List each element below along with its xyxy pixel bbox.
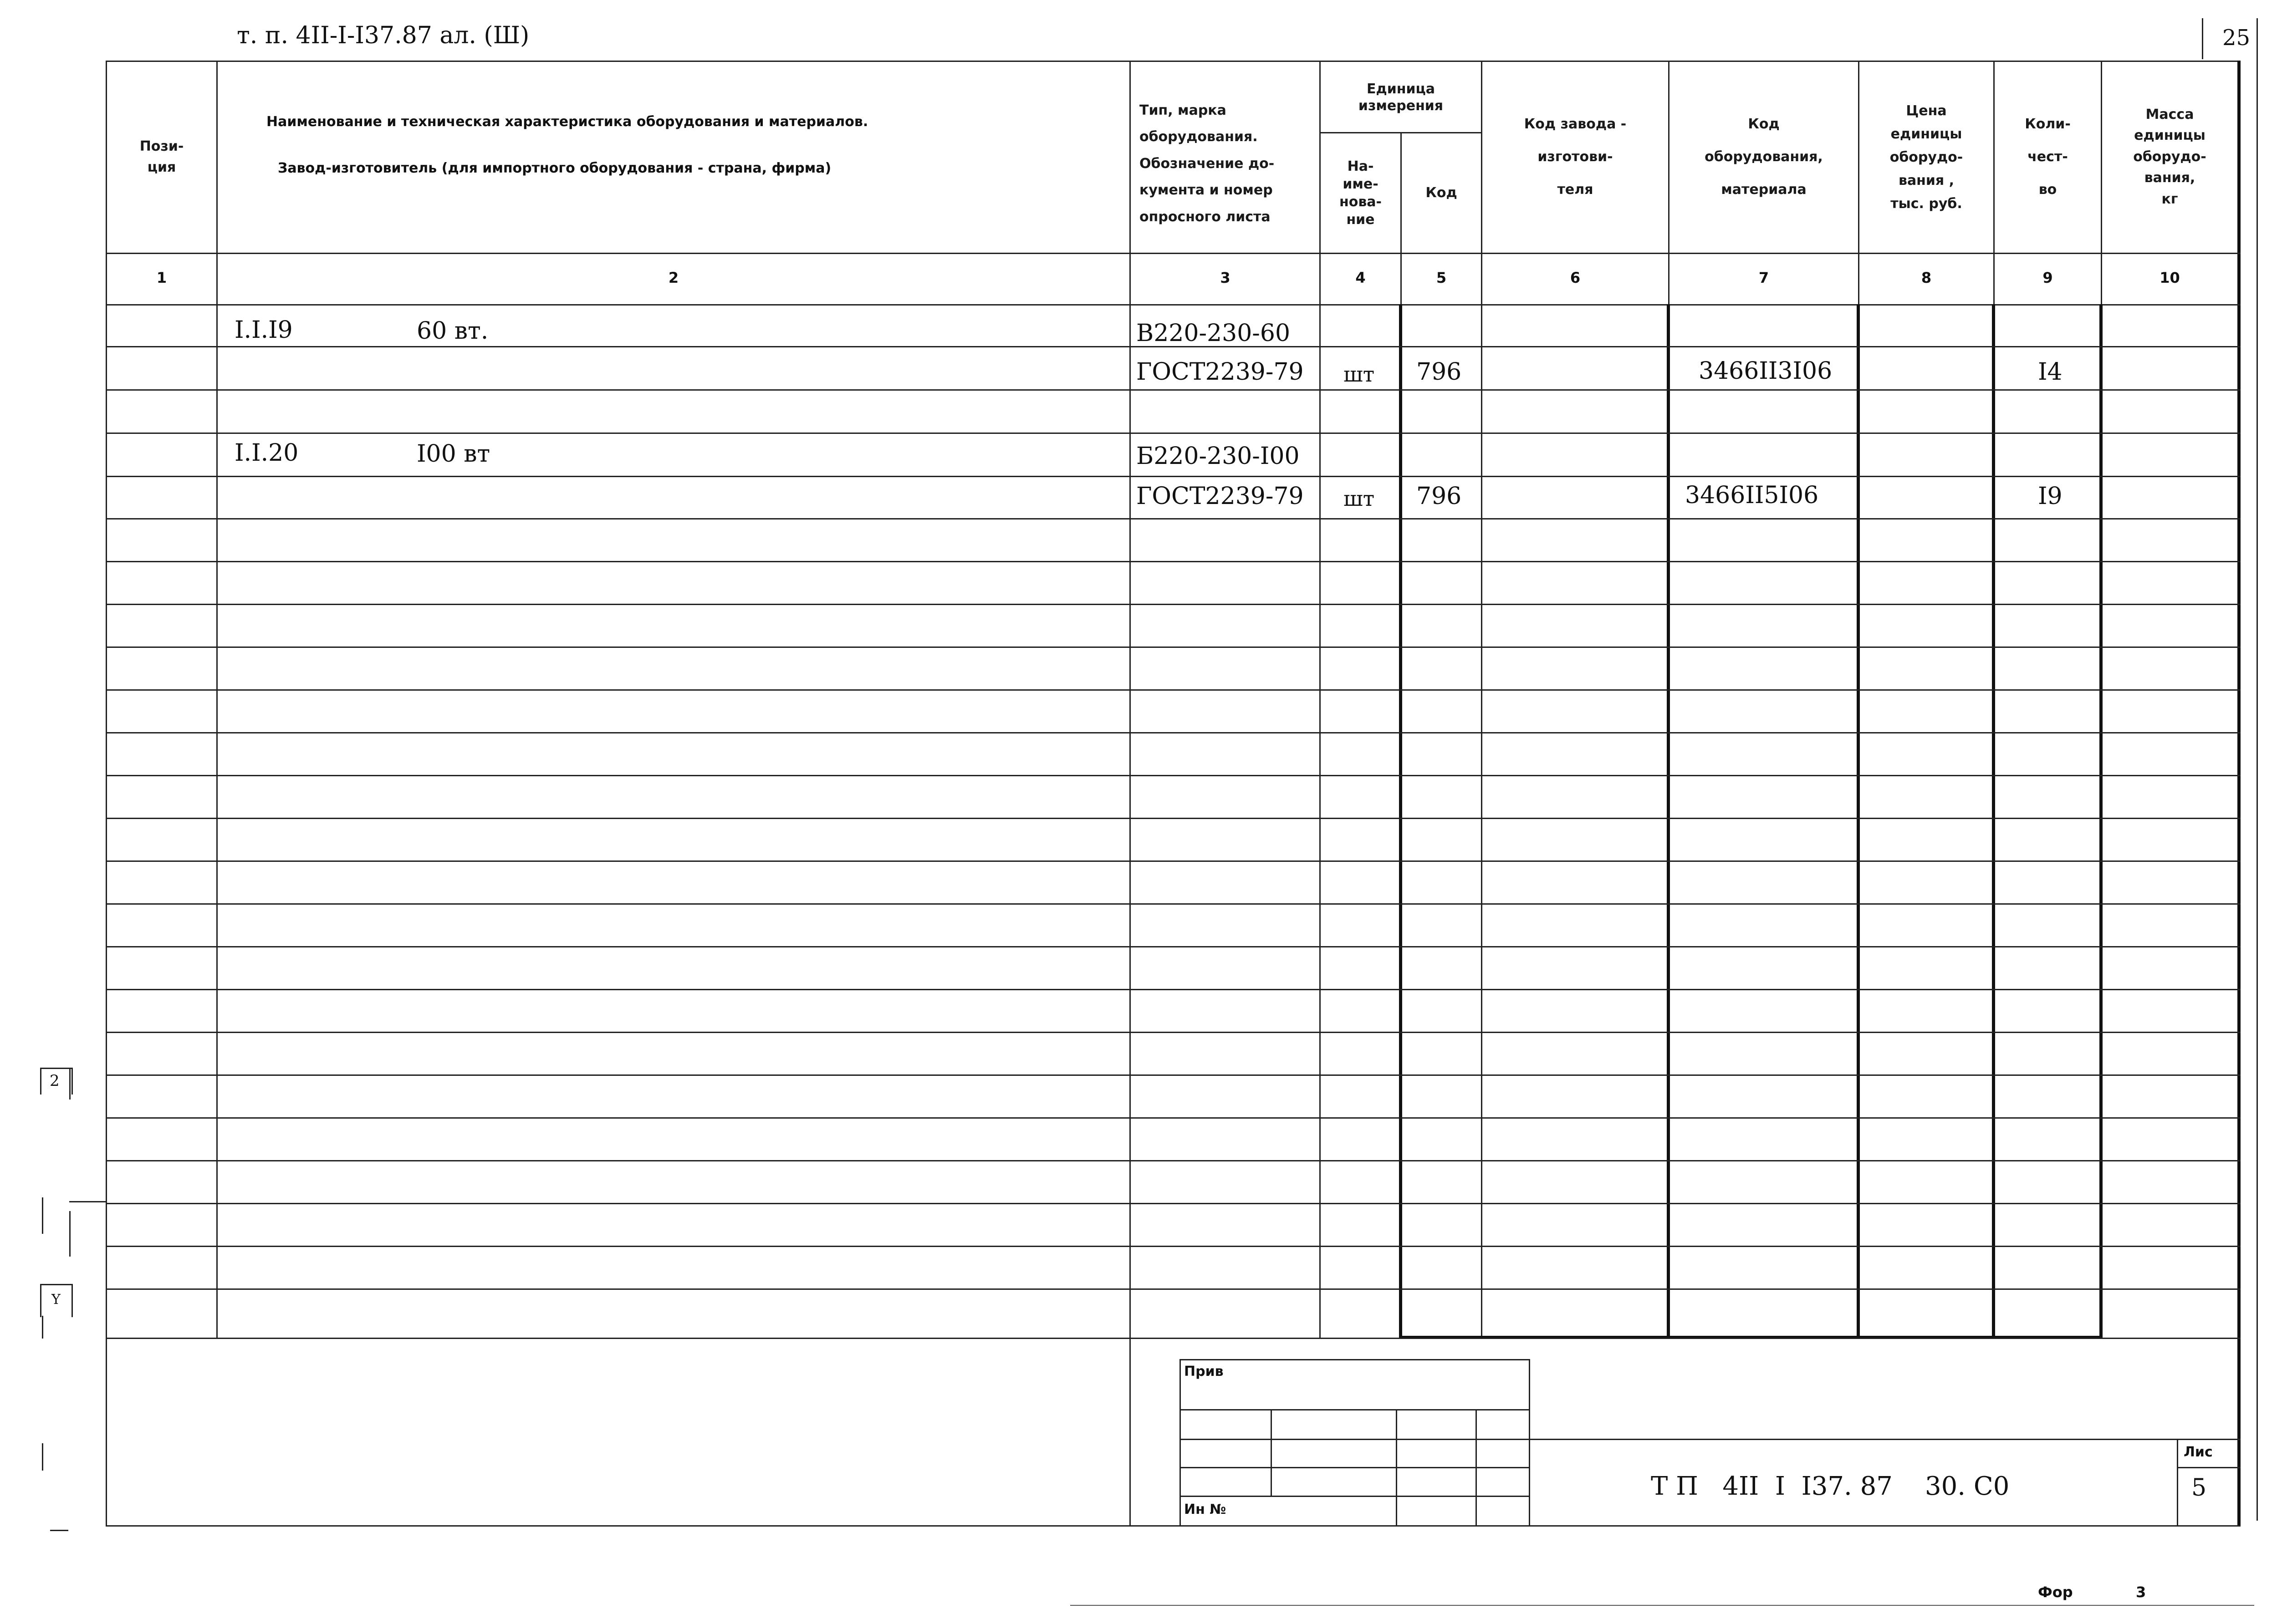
column-number: 3 xyxy=(1220,269,1230,286)
document-reference: т. п. 4II-I-I37.87 ал. (Ш) xyxy=(237,22,530,49)
row-line xyxy=(106,903,2241,905)
header-factory-code-text: Код завода - изготови- теля xyxy=(1524,116,1627,198)
table-right-border xyxy=(2237,61,2241,1527)
footer-line xyxy=(1070,1605,2254,1606)
row-type: В220-230-60 xyxy=(1136,320,1291,347)
column-number: 1 xyxy=(156,269,167,286)
stamp-row-line xyxy=(1179,1467,1530,1468)
row-line xyxy=(106,1203,2241,1204)
row-line xyxy=(106,1117,2241,1119)
row-type: ГОСТ2239-79 xyxy=(1136,358,1304,386)
row-name: I00 вт xyxy=(417,440,490,468)
row-line xyxy=(106,647,2241,648)
row-equipment-code: 3466II5I06 xyxy=(1685,482,1819,509)
page-number: 25 xyxy=(2222,25,2251,51)
format-value: 3 xyxy=(2136,1583,2146,1601)
stamp-col-line xyxy=(1396,1409,1397,1525)
row-type: ГОСТ2239-79 xyxy=(1136,483,1304,510)
row-line xyxy=(106,389,2241,391)
header-position-text: Пози- ция xyxy=(139,138,184,175)
margin-line xyxy=(42,1197,43,1234)
header-name-line2: Завод-изготовитель (для импортного оборудования - страна, фирма) xyxy=(278,160,832,176)
row-line xyxy=(106,1246,2241,1247)
row-line xyxy=(106,433,2241,434)
row-unit-code: 796 xyxy=(1416,358,1462,386)
header-equipment-code xyxy=(1669,64,1858,250)
row-unit: шт xyxy=(1343,486,1375,511)
row-quantity: I9 xyxy=(2038,483,2063,510)
row-line xyxy=(106,518,2241,519)
margin-mark-top-text: 2 xyxy=(50,1072,60,1090)
header-price xyxy=(1859,64,1993,250)
column-number: 7 xyxy=(1758,269,1769,286)
document-code: Т П 4II I I37. 87 30. С0 xyxy=(1651,1471,2010,1501)
row-name: 60 вт. xyxy=(417,317,489,345)
header-factory-code xyxy=(1482,64,1668,250)
stamp-top xyxy=(1179,1359,1530,1360)
format-label: Фор xyxy=(2038,1583,2073,1601)
col-line-2 xyxy=(1129,61,1131,1527)
header-mass-text: Масса единицы оборудо- вания, кг xyxy=(2133,106,2206,207)
data-box-left xyxy=(1399,304,1402,1339)
row-line xyxy=(106,946,2241,947)
margin-line xyxy=(69,1201,106,1202)
stamp-right xyxy=(1529,1359,1530,1525)
column-number: 6 xyxy=(1570,269,1581,286)
table-bottom-border xyxy=(106,1525,2241,1527)
title-block-sheet-divider xyxy=(2177,1439,2178,1525)
data-box-mid-3 xyxy=(1992,304,1995,1339)
sheet-label-line xyxy=(2177,1467,2241,1468)
header-type xyxy=(1131,77,1326,250)
row-line xyxy=(106,561,2241,562)
column-number: 2 xyxy=(668,269,679,286)
row-line xyxy=(106,1160,2241,1161)
row-line xyxy=(106,775,2241,776)
margin-line xyxy=(42,1443,43,1471)
sheet-label: Лис xyxy=(2184,1444,2213,1460)
row-line xyxy=(106,860,2241,862)
row-line xyxy=(106,989,2241,990)
stamp-row-line xyxy=(1179,1496,1530,1497)
stamp-row-line xyxy=(1179,1439,1530,1440)
row-unit: шт xyxy=(1343,362,1375,387)
row-position: I.I.20 xyxy=(235,439,299,467)
row-line xyxy=(106,1074,2241,1076)
header-unit-name-text: На- име- нова- ние xyxy=(1339,158,1382,228)
margin-mark-bottom-text: Y xyxy=(51,1292,61,1308)
right-edge-line xyxy=(2257,18,2258,1521)
col-line-5 xyxy=(1481,61,1482,1339)
header-equipment-code-text: Код оборудования, материала xyxy=(1705,116,1823,198)
table-left-border xyxy=(106,61,107,1527)
row-unit-code: 796 xyxy=(1416,483,1462,510)
stamp-inv-label: Ин № xyxy=(1184,1502,1226,1517)
column-number: 5 xyxy=(1436,269,1447,286)
header-unit-code-text: Код xyxy=(1425,184,1457,201)
column-number: 4 xyxy=(1355,269,1366,286)
row-line xyxy=(106,1288,2241,1290)
stamp-col-line xyxy=(1475,1409,1477,1525)
stamp-col-line xyxy=(1271,1409,1272,1496)
header-unit-code xyxy=(1402,134,1481,252)
margin-mark-bottom xyxy=(40,1284,73,1317)
col-line-3 xyxy=(1319,61,1321,1339)
row-line xyxy=(106,604,2241,605)
header-name-line1: Наименование и техническая характеристика оборудования и материалов. xyxy=(266,114,868,130)
column-number: 9 xyxy=(2042,269,2053,286)
margin-line xyxy=(50,1530,68,1531)
header-price-text: Цена единицы оборудо- вания , тыс. руб. xyxy=(1889,102,1963,212)
row-line xyxy=(106,1032,2241,1033)
header-mass xyxy=(2102,64,2237,250)
header-quantity-text: Коли- чест- во xyxy=(2025,116,2071,198)
data-box-mid-1 xyxy=(1667,304,1670,1339)
row-equipment-code: 3466II3I06 xyxy=(1699,357,1833,385)
sheet-number: 5 xyxy=(2191,1474,2207,1502)
row-line xyxy=(106,818,2241,819)
header-type-text: Тип, марка оборудования. Обозначение до- кумента и номер опросного листа xyxy=(1139,102,1275,225)
table-body-bottom xyxy=(106,1338,2241,1339)
header-quantity xyxy=(1995,64,2101,250)
row-quantity: I4 xyxy=(2038,358,2063,386)
header-position xyxy=(107,64,216,250)
stamp-row-line xyxy=(1179,1409,1530,1410)
column-numbers-bottom-line xyxy=(106,304,2241,305)
row-line xyxy=(106,732,2241,733)
title-block-top xyxy=(1529,1439,2241,1440)
page-number-left-border xyxy=(2202,18,2203,59)
margin-line xyxy=(69,1068,71,1100)
stamp-prim-label: Прив xyxy=(1184,1364,1224,1380)
header-unit-group xyxy=(1321,64,1481,131)
margin-line xyxy=(42,1316,43,1339)
header-unit-name xyxy=(1321,134,1400,252)
table-top-border xyxy=(106,61,2241,62)
header-bottom-line xyxy=(106,253,2241,254)
col-line-1 xyxy=(216,61,218,1339)
row-type: Б220-230-I00 xyxy=(1136,443,1300,470)
header-unit-group-text: Единица измерения xyxy=(1358,81,1444,114)
data-box-right xyxy=(2099,304,2103,1339)
stamp-left xyxy=(1179,1359,1181,1525)
row-position: I.I.I9 xyxy=(235,316,293,344)
row-line xyxy=(106,476,2241,477)
row-line xyxy=(106,689,2241,691)
data-box-mid-2 xyxy=(1857,304,1860,1339)
column-number: 10 xyxy=(2160,269,2180,286)
column-number: 8 xyxy=(1921,269,1932,286)
margin-mark-top xyxy=(40,1068,73,1095)
margin-line xyxy=(69,1211,71,1257)
